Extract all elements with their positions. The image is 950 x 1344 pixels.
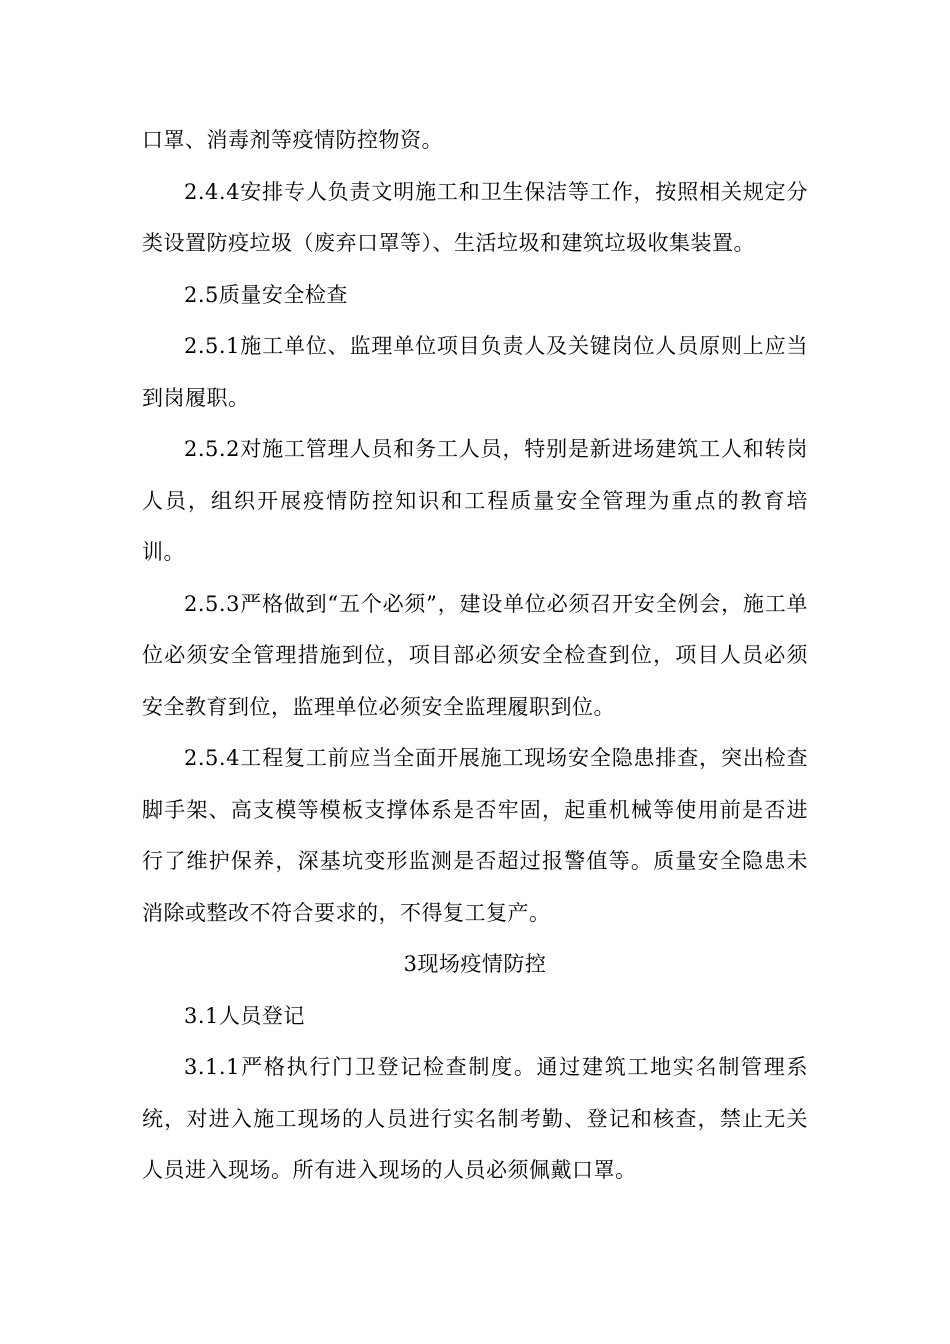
paragraph-2-5-3: 2.5.3严格做到“五个必须”，建设单位必须召开安全例会，施工单位必须安全管理措施到位，项目部必须安全检查到位，项目人员必须安全教育到位，监理单位必须安全监理履职到位。: [142, 591, 808, 719]
paragraph-2-5-1: 2.5.1施工单位、监理单位项目负责人及关键岗位人员原则上应当到岗履职。: [142, 334, 808, 410]
paragraph-2-4-4: 2.4.4安排专人负责文明施工和卫生保洁等工作，按照相关规定分类设置防疫垃圾（废弃口罩等）、生活垃圾和建筑垃圾收集装置。: [142, 179, 808, 255]
paragraph-2-5-4: 2.5.4工程复工前应当全面开展施工现场安全隐患排查，突出检查脚手架、高支模等模板支撑体系是否牢固，起重机械等使用前是否进行了维护保养，深基坑变形监测是否超过报警值等。质量安全隐患未消除或整改不符合要求的，不得复工复产。: [142, 746, 808, 925]
heading-2-5: 2.5质量安全检查: [184, 282, 348, 307]
paragraph-continuation: 口罩、消毒剂等疫情防控物资。: [142, 128, 443, 152]
document-body: [142, 115, 808, 1197]
paragraph-2-5-2: 2.5.2对施工管理人员和务工人员，特别是新进场建筑工人和转岗人员，组织开展疫情防控知识和工程质量安全管理为重点的教育培训。: [142, 437, 808, 564]
section-heading-3: 3现场疫情防控: [403, 952, 547, 976]
heading-3-1: 3.1人员登记: [184, 1003, 305, 1028]
paragraph-3-1-1: 3.1.1严格执行门卫登记检查制度。通过建筑工地实名制管理系统，对进入施工现场的人员进行实名制考勤、登记和核查，禁止无关人员进入现场。所有进入现场的人员必须佩戴口罩。: [142, 1055, 808, 1182]
